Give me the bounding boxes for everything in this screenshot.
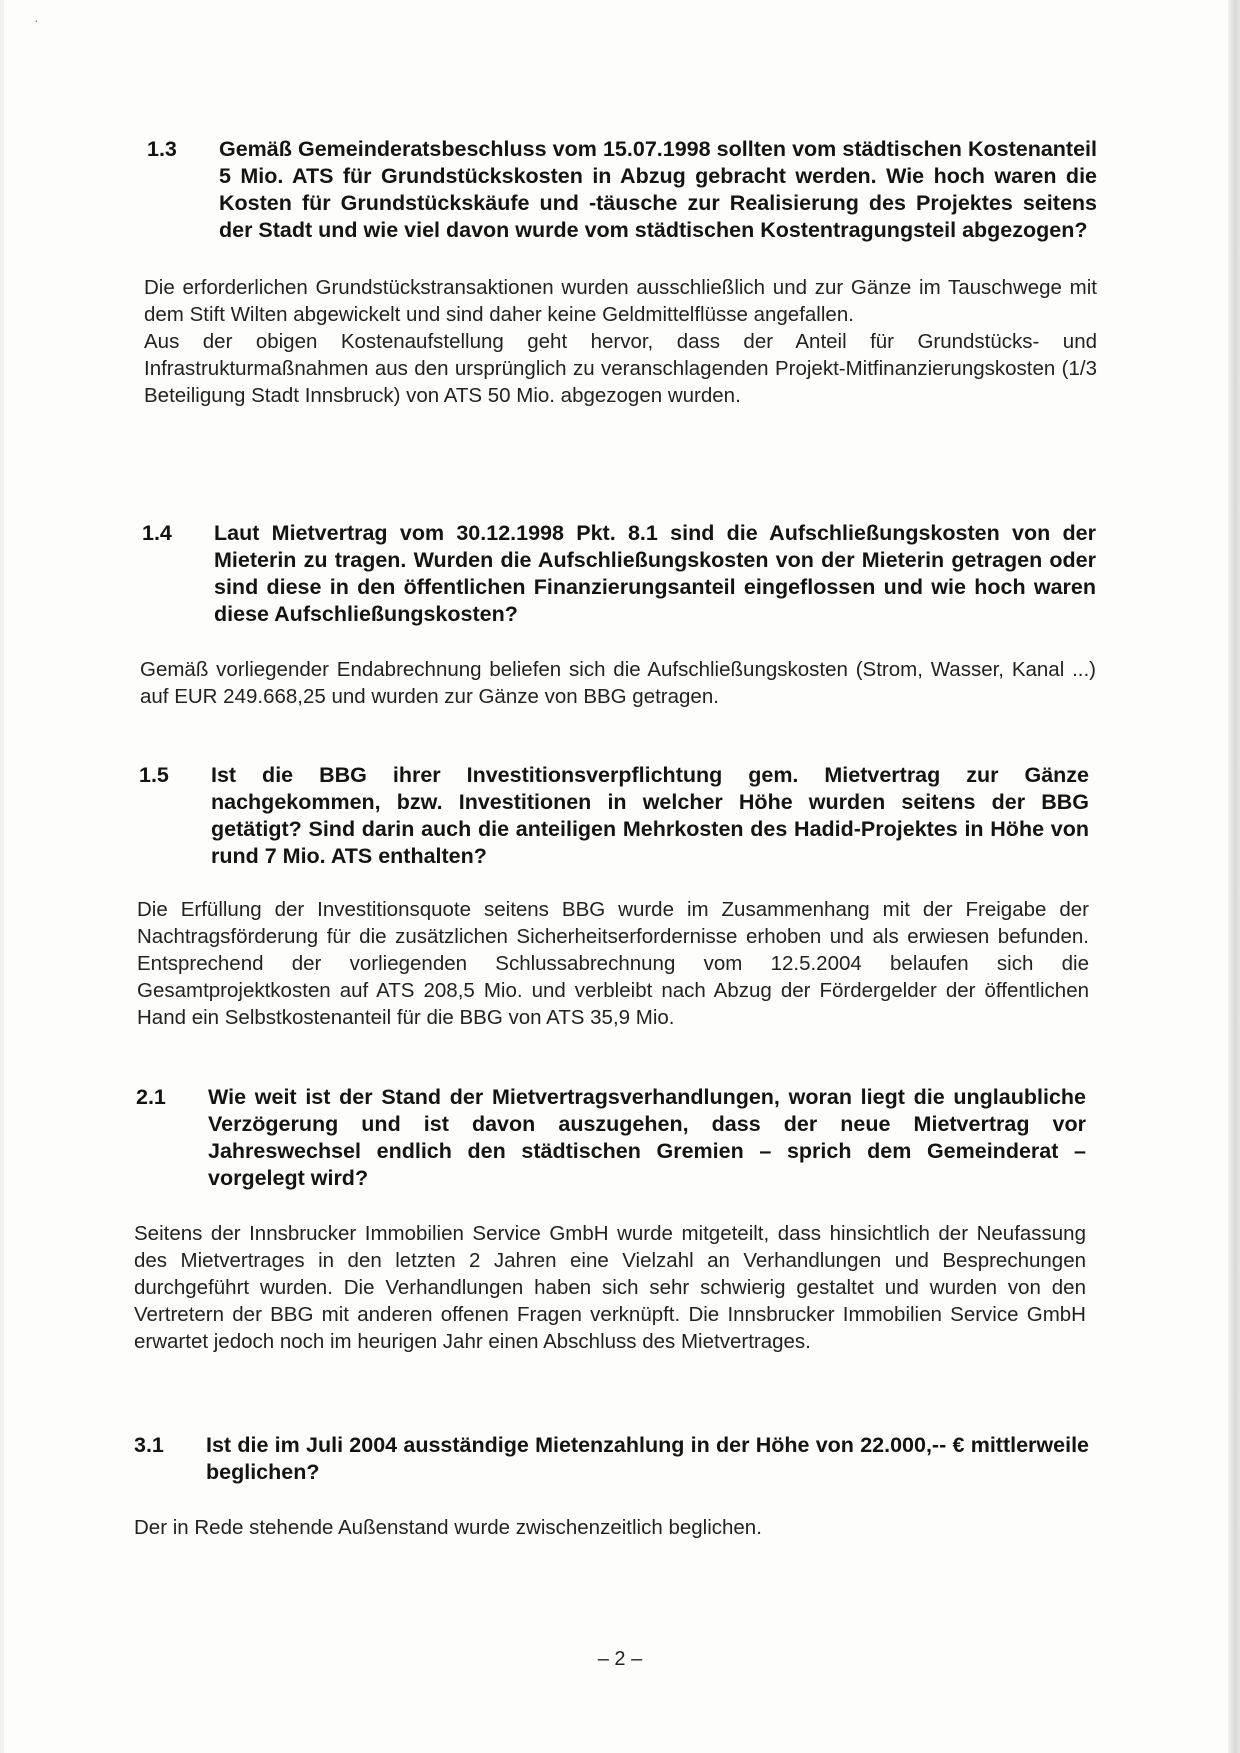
question [142, 520, 1096, 628]
question-number: 1.4 [142, 521, 172, 545]
answer [140, 656, 1096, 710]
section-1-5 [139, 762, 1089, 1031]
question-number: 1.3 [147, 137, 177, 161]
question-number: 3.1 [134, 1433, 164, 1457]
scan-edge-left [0, 0, 4, 1753]
question [136, 1084, 1086, 1192]
answer [137, 896, 1089, 1031]
answer [144, 274, 1097, 409]
section-2-1 [136, 1084, 1086, 1355]
section-3-1 [134, 1432, 1089, 1541]
answer-paragraph: Aus der obigen Kostenaufstellung geht hervor, dass der Anteil für Grundstücks- und Infrastrukturmaßnahmen aus den ursprünglich zu veranschlagenden Projekt-Mitfinanzierungskosten (1/3 Beteiligung Stadt Innsbruck) von ATS 50 Mio. abgezogen wurden. [144, 330, 1097, 407]
scan-edge-right [1228, 0, 1240, 1753]
question-text: Ist die im Juli 2004 ausständige Mietenzahlung in der Höhe von 22.000,-- € mittlerweile beglichen? [206, 1433, 1089, 1484]
question-number: 1.5 [139, 763, 169, 787]
answer-paragraph: Gemäß vorliegender Endabrechnung beliefen sich die Aufschließungskosten (Strom, Wasser, Kanal ...) auf EUR 249.668,25 und wurden zur Gänze von BBG getragen. [140, 658, 1096, 708]
answer-paragraph: Der in Rede stehende Außenstand wurde zwischenzeitlich beglichen. [134, 1516, 762, 1539]
question-text: Ist die BBG ihrer Investitionsverpflichtung gem. Mietvertrag zur Gänze nachgekommen, bzw. Investitionen in welcher Höhe wurden seitens der BBG getätigt? Sind darin auch die anteiligen Mehrkosten des Hadid-Projektes in Höhe von rund 7 Mio. ATS enthalten? [211, 763, 1089, 868]
question [147, 136, 1097, 244]
scan-speck: · [34, 12, 39, 28]
page-number: – 2 – [597, 1648, 643, 1670]
section-1-4 [142, 520, 1096, 710]
question-text: Gemäß Gemeinderatsbeschluss vom 15.07.1998 sollten vom städtischen Kostenanteil 5 Mio. ATS für Grundstückskosten in Abzug gebracht werden. Wie hoch waren die Kosten für Grundstückskäufe und -täusche zur Realisierung des Projektes seitens der Stadt und wie viel davon wurde vom städtischen Kostentragungsteil abgezogen? [219, 137, 1097, 242]
answer-paragraph: Seitens der Innsbrucker Immobilien Service GmbH wurde mitgeteilt, dass hinsichtlich der Neufassung des Mietvertrages in den letzten 2 Jahren eine Vielzahl an Verhandlungen und Besprechungen durchgeführt wurden. Die Verhandlungen haben sich sehr schwierig gestaltet und wurden von den Vertretern der BBG mit anderen offenen Fragen verknüpft. Die Innsbrucker Immobilien Service GmbH erwartet jedoch noch im heurigen Jahr einen Abschluss des Mietvertrages. [134, 1222, 1086, 1353]
question-text: Wie weit ist der Stand der Mietvertragsverhandlungen, woran liegt die unglaubliche Verzögerung und ist davon auszugehen, dass der neue Mietvertrag vor Jahreswechsel endlich den städtischen Gremien – sprich dem Gemeinderat – vorgelegt wird? [208, 1085, 1086, 1190]
answer-paragraph: Die erforderlichen Grundstückstransaktionen wurden ausschließlich und zur Gänze im Tauschwege mit dem Stift Wilten abgewickelt und sind daher keine Geldmittelflüsse angefallen. [144, 276, 1097, 326]
section-1-3 [144, 136, 1097, 409]
answer [134, 1514, 1089, 1541]
question-text: Laut Mietvertrag vom 30.12.1998 Pkt. 8.1 sind die Aufschließungskosten von der Mieterin zu tragen. Wurden die Aufschließungskosten von der Mieterin getragen oder sind diese in den öffentlichen Finanzierungsanteil eingeflossen und wie hoch waren diese Aufschließungskosten? [214, 521, 1096, 626]
answer-paragraph: Die Erfüllung der Investitionsquote seitens BBG wurde im Zusammenhang mit der Freigabe der Nachtragsförderung für die zusätzlichen Sicherheitserfordernisse erhoben und als erwiesen befunden. Entsprechend der vorliegenden Schlussabrechnung vom 12.5.2004 belaufen sich die Gesamtprojektkosten auf ATS 208,5 Mio. und verbleibt nach Abzug der Fördergelder der öffentlichen Hand ein Selbstkostenanteil für die BBG von ATS 35,9 Mio. [137, 898, 1089, 1029]
question-number: 2.1 [136, 1085, 166, 1109]
question [139, 762, 1089, 870]
answer [134, 1220, 1086, 1355]
question [134, 1432, 1089, 1486]
